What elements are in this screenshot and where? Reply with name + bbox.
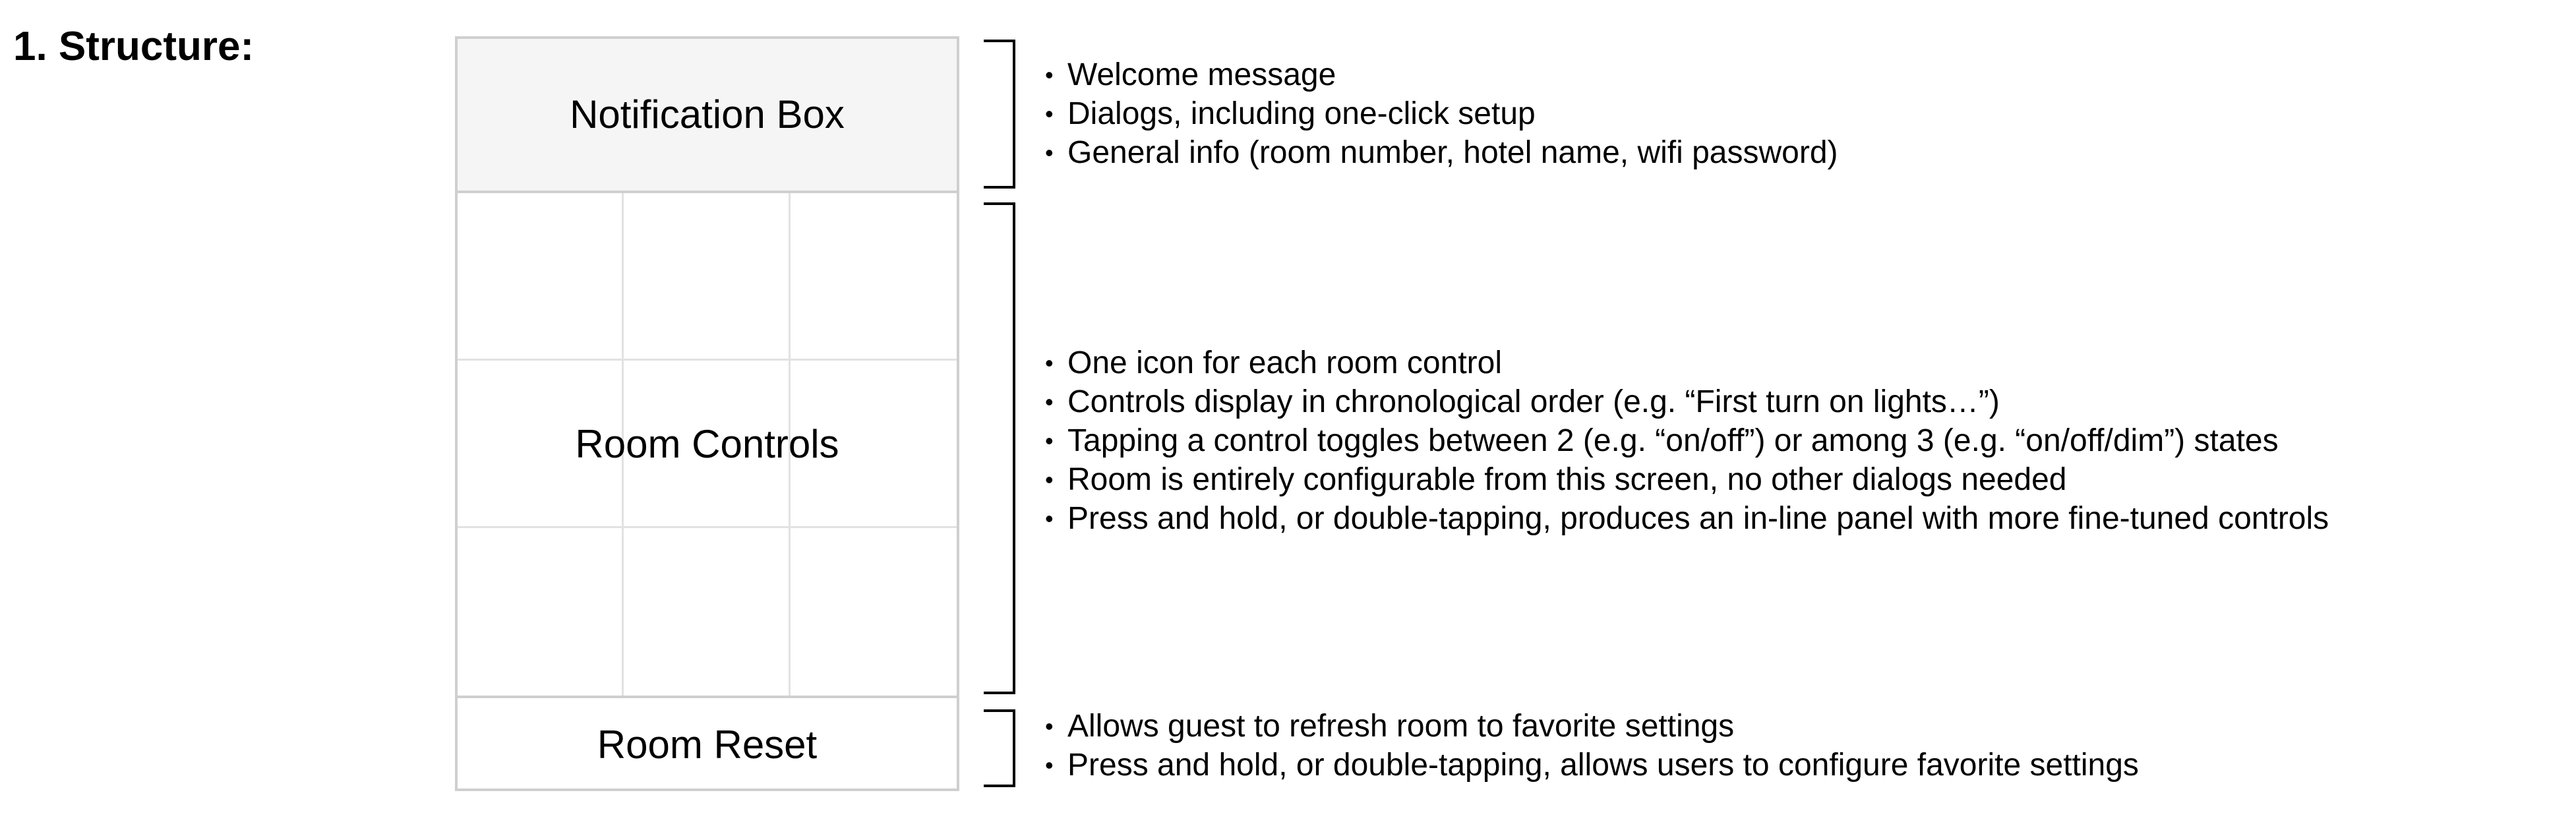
note-item [1045, 133, 1838, 172]
bullet-dot: • [1045, 61, 1054, 88]
control-cell [458, 528, 624, 696]
control-cell [791, 528, 957, 696]
note-text: Tapping a control toggles between 2 (e.g. “on/off”) or among 3 (e.g. “on/off/dim”) states [1067, 423, 2279, 458]
note-text: Press and hold, or double-tapping, allows users to configure favorite settings [1067, 748, 2139, 783]
note-text: Controls display in chronological order (e.g. “First turn on lights…”) [1067, 384, 2000, 419]
room-controls-area [458, 193, 957, 698]
control-cell [624, 528, 790, 696]
control-cell [458, 193, 624, 361]
note-text: Allows guest to refresh room to favorite settings [1067, 709, 1735, 744]
note-item [1045, 94, 1838, 133]
bullet-dot: • [1045, 349, 1054, 376]
note-text: Room is entirely configurable from this screen, no other dialogs needed [1067, 462, 2067, 497]
note-item [1045, 382, 2329, 421]
note-item [1045, 499, 2329, 538]
controls-bracket [984, 202, 1015, 694]
reset-bracket [984, 709, 1015, 787]
note-text: One icon for each room control [1067, 345, 1502, 380]
control-cell [791, 193, 957, 361]
control-cell [624, 193, 790, 361]
screen-wireframe [455, 36, 959, 791]
room-reset-area [458, 698, 957, 791]
note-text: Press and hold, or double-tapping, produces an in-line panel with more fine-tuned controls [1067, 501, 2329, 536]
controls-notes [1045, 343, 2329, 538]
room-reset-label: Room Reset [597, 722, 818, 767]
note-item [1045, 460, 2329, 499]
bullet-dot: • [1045, 505, 1054, 532]
note-item [1045, 343, 2329, 382]
bullet-dot: • [1045, 466, 1054, 493]
reset-notes [1045, 707, 2139, 785]
note-item [1045, 707, 2139, 746]
note-text: General info (room number, hotel name, wifi password) [1067, 135, 1838, 170]
bullet-dot: • [1045, 752, 1054, 779]
bullet-dot: • [1045, 427, 1054, 454]
bullet-dot: • [1045, 388, 1054, 415]
note-text: Dialogs, including one-click setup [1067, 96, 1536, 131]
note-item [1045, 746, 2139, 785]
note-item [1045, 421, 2329, 460]
notification-notes [1045, 55, 1838, 172]
bullet-dot: • [1045, 100, 1054, 127]
bullet-dot: • [1045, 139, 1054, 166]
room-controls-label: Room Controls [575, 422, 839, 466]
room-controls-grid [458, 193, 957, 696]
note-text: Welcome message [1067, 57, 1336, 92]
notification-box [458, 39, 957, 193]
note-item [1045, 55, 1838, 94]
notification-box-label: Notification Box [570, 92, 845, 136]
bullet-dot: • [1045, 713, 1054, 740]
control-cell [458, 361, 624, 528]
control-cell [624, 361, 790, 528]
control-cell [791, 361, 957, 528]
notification-bracket [984, 40, 1015, 189]
section-heading: 1. Structure: [13, 24, 255, 69]
